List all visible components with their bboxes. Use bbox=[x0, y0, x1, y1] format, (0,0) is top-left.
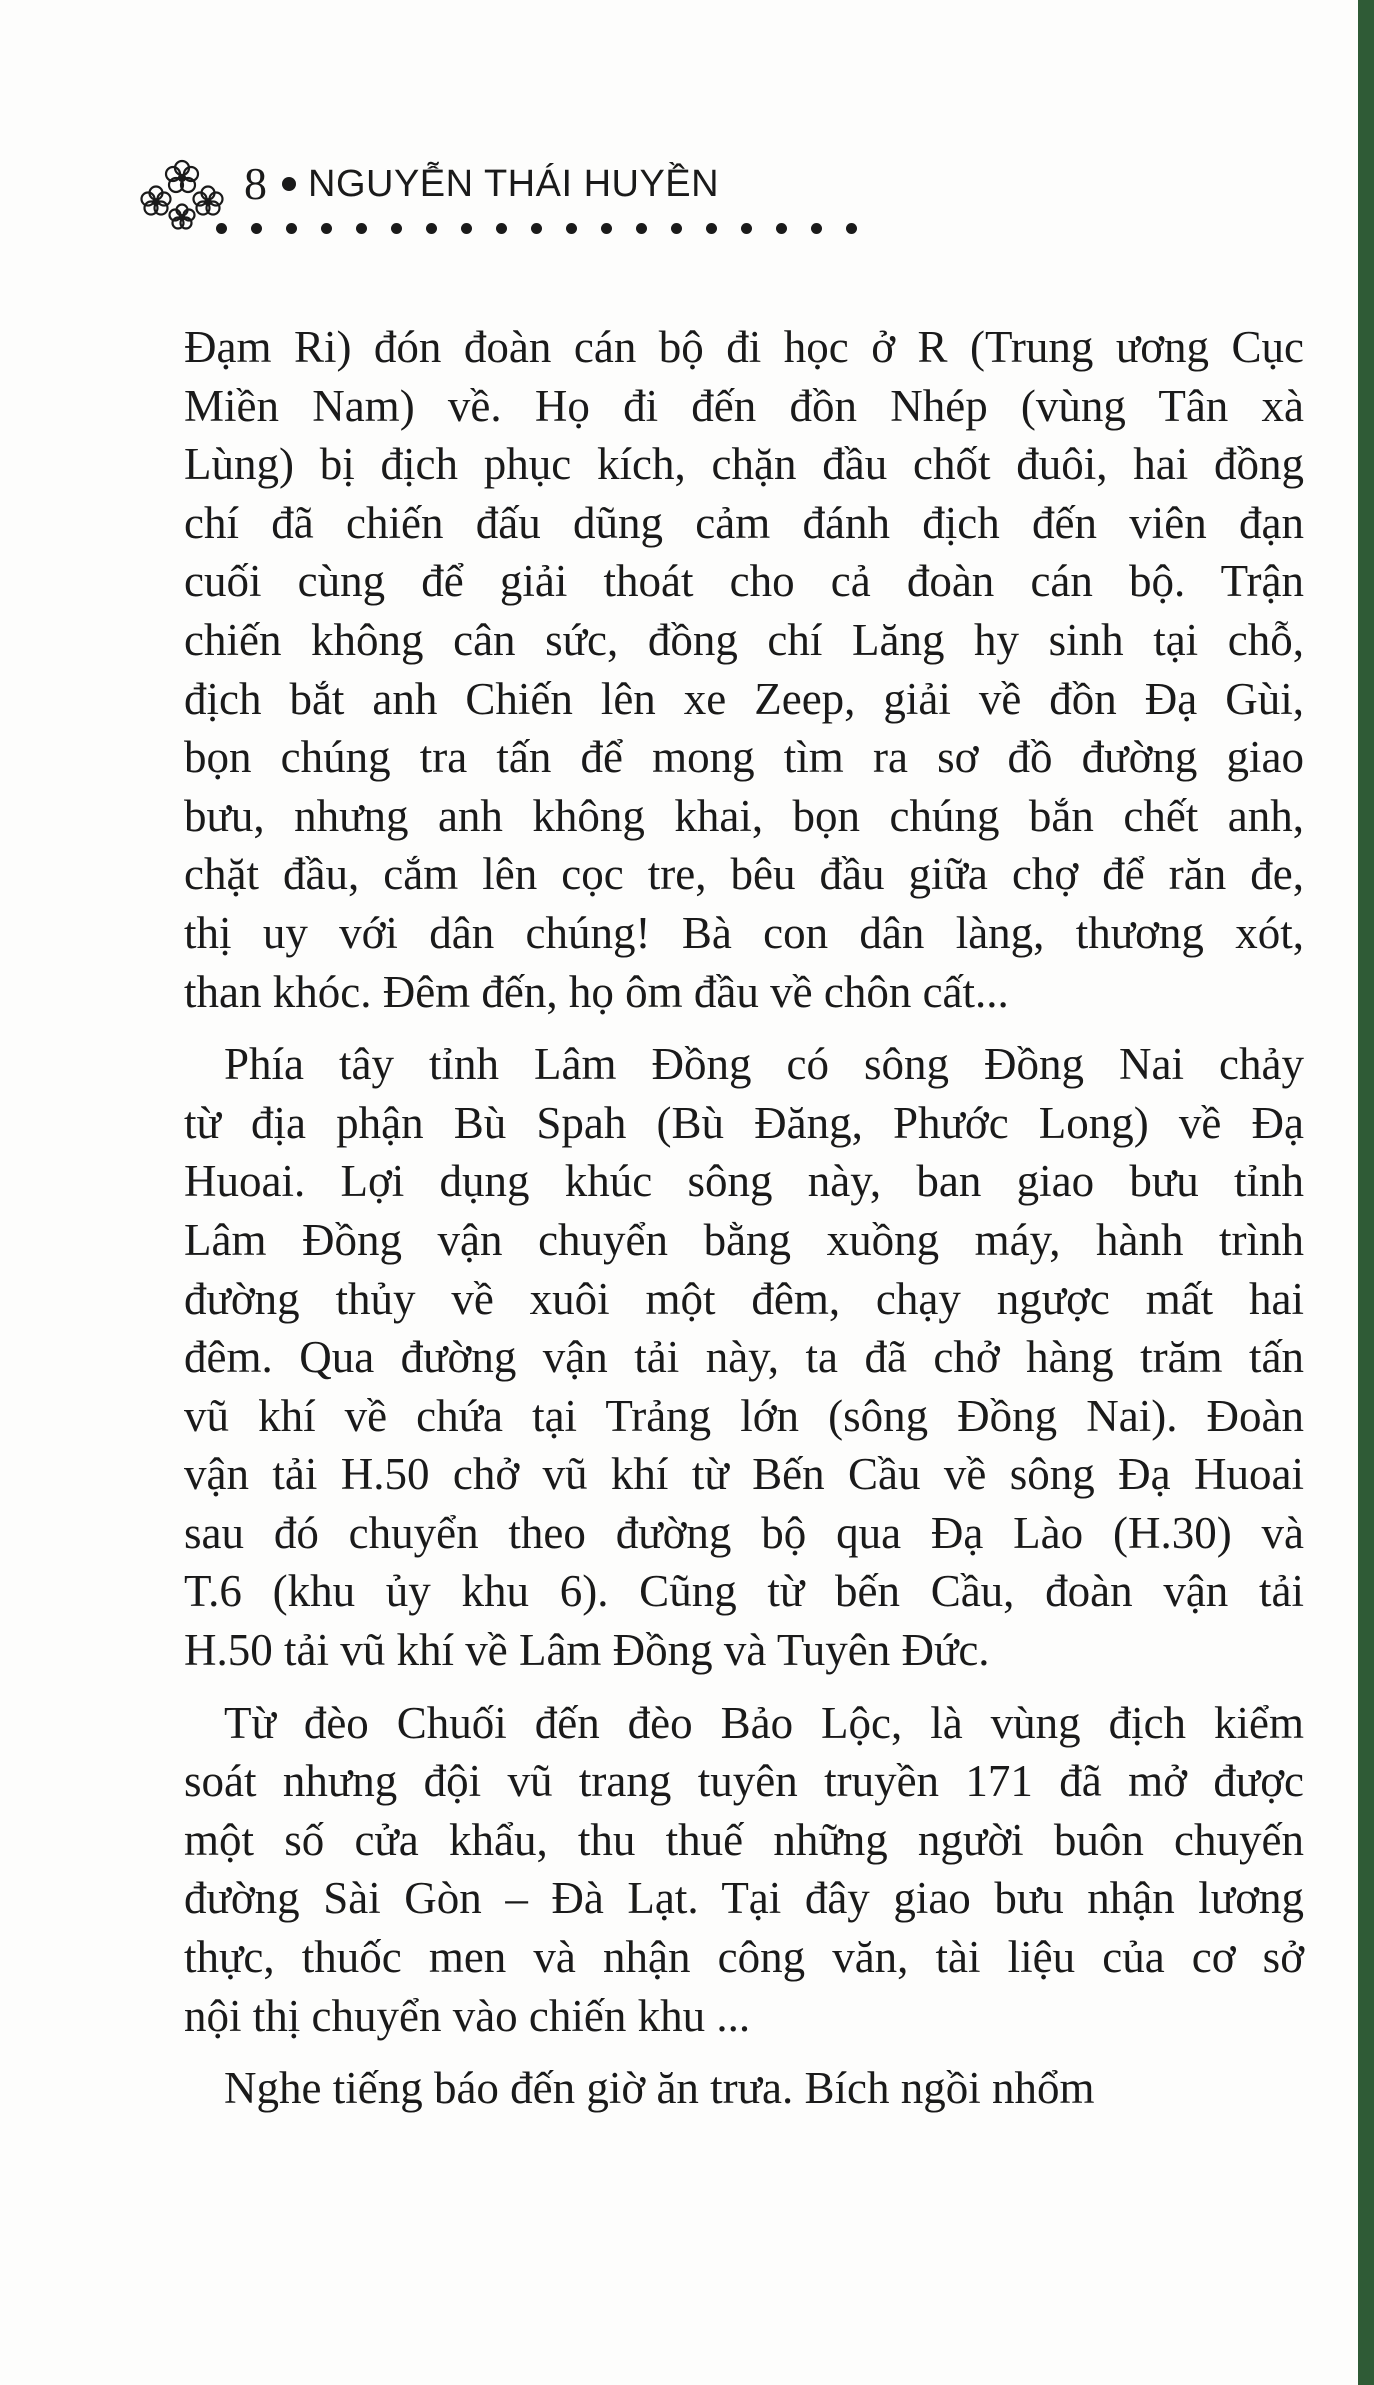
text-line: thực, thuốc men và nhận công văn, tài liệu của cơ sở bbox=[184, 1932, 1304, 1983]
paragraph bbox=[184, 1694, 1304, 2046]
rule-dot bbox=[636, 223, 647, 234]
rule-dot bbox=[566, 223, 577, 234]
text-line: từ địa phận Bù Spah (Bù Đăng, Phước Long) về Đạ bbox=[184, 1097, 1304, 1148]
text-line: Lâm Đồng vận chuyển bằng xuồng máy, hành trình bbox=[184, 1214, 1304, 1265]
text-line: bưu, nhưng anh không khai, bọn chúng bắn chết anh, bbox=[184, 790, 1304, 841]
text-line: nội thị chuyển vào chiến khu ... bbox=[184, 1990, 751, 2041]
text-line: H.50 tải vũ khí về Lâm Đồng và Tuyên Đức. bbox=[184, 1625, 990, 1676]
text-line: Phía tây tỉnh Lâm Đồng có sông Đồng Nai chảy bbox=[224, 1039, 1304, 1090]
text-line: Lùng) bị địch phục kích, chặn đầu chốt đuôi, hai đồng bbox=[184, 439, 1304, 490]
paragraph bbox=[184, 318, 1304, 1021]
rule-dot bbox=[671, 223, 682, 234]
rule-dot bbox=[741, 223, 752, 234]
text-line: soát nhưng đội vũ trang tuyên truyền 171 đã mở được bbox=[184, 1756, 1304, 1807]
text-line: Huoai. Lợi dụng khúc sông này, ban giao bưu tỉnh bbox=[184, 1156, 1304, 1207]
text-line: một số cửa khẩu, thu thuế những người buôn chuyến bbox=[184, 1814, 1304, 1865]
paragraph bbox=[184, 2059, 1304, 2118]
paragraph bbox=[184, 1035, 1304, 1680]
text-line: chiến không cân sức, đồng chí Lăng hy sinh tại chỗ, bbox=[184, 614, 1304, 665]
rule-dot bbox=[321, 223, 332, 234]
rule-dot bbox=[846, 223, 857, 234]
rule-dot bbox=[356, 223, 367, 234]
text-line: Đạm Ri) đón đoàn cán bộ đi học ở R (Trung ương Cục bbox=[184, 322, 1304, 372]
rule-dot bbox=[216, 223, 227, 234]
header-bullet bbox=[282, 177, 296, 191]
paragraph-gap bbox=[184, 1680, 1304, 1694]
page-edge-strip bbox=[1358, 0, 1374, 2385]
rule-dot bbox=[811, 223, 822, 234]
text-line: địch bắt anh Chiến lên xe Zeep, giải về đồn Đạ Gùi, bbox=[184, 673, 1304, 724]
text-line: vận tải H.50 chở vũ khí từ Bến Cầu về sông Đạ Huoai bbox=[184, 1449, 1304, 1500]
author-name: NGUYỄN THÁI HUYỀN bbox=[308, 163, 720, 205]
text-line: đêm. Qua đường vận tải này, ta đã chở hàng trăm tấn bbox=[184, 1332, 1304, 1383]
text-line: than khóc. Đêm đến, họ ôm đầu về chôn cất... bbox=[184, 966, 1009, 1017]
dotted-rule bbox=[216, 223, 896, 237]
page-number: 8 bbox=[244, 158, 267, 209]
body-text bbox=[184, 318, 1304, 2118]
paragraph-gap bbox=[184, 2045, 1304, 2059]
text-line: Nghe tiếng báo đến giờ ăn trưa. Bích ngồi nhổm bbox=[224, 2063, 1095, 2114]
text-line: đường Sài Gòn – Đà Lạt. Tại đây giao bưu nhận lương bbox=[184, 1873, 1304, 1924]
text-line: chí đã chiến đấu dũng cảm đánh địch đến viên đạn bbox=[184, 497, 1304, 548]
rule-dot bbox=[531, 223, 542, 234]
rule-dot bbox=[286, 223, 297, 234]
text-line: chặt đầu, cắm lên cọc tre, bêu đầu giữa chợ để răn đe, bbox=[184, 849, 1304, 900]
running-header bbox=[134, 155, 834, 245]
text-line: Từ đèo Chuối đến đèo Bảo Lộc, là vùng địch kiểm bbox=[224, 1697, 1304, 1748]
rule-dot bbox=[391, 223, 402, 234]
rule-dot bbox=[461, 223, 472, 234]
rule-dot bbox=[426, 223, 437, 234]
text-line: sau đó chuyển theo đường bộ qua Đạ Lào (H.30) và bbox=[184, 1507, 1304, 1558]
rule-dot bbox=[601, 223, 612, 234]
rule-dot bbox=[776, 223, 787, 234]
text-line: T.6 (khu ủy khu 6). Cũng từ bến Cầu, đoàn vận tải bbox=[184, 1566, 1304, 1617]
text-line: Miền Nam) về. Họ đi đến đồn Nhép (vùng Tân xà bbox=[184, 380, 1304, 431]
paragraph-gap bbox=[184, 1021, 1304, 1035]
text-line: vũ khí về chứa tại Trảng lớn (sông Đồng Nai). Đoàn bbox=[184, 1390, 1304, 1441]
text-line: thị uy với dân chúng! Bà con dân làng, thương xót, bbox=[184, 907, 1304, 958]
rule-dot bbox=[706, 223, 717, 234]
rule-dot bbox=[496, 223, 507, 234]
text-line: cuối cùng để giải thoát cho cả đoàn cán bộ. Trận bbox=[184, 556, 1304, 607]
rule-dot bbox=[251, 223, 262, 234]
text-line: bọn chúng tra tấn để mong tìm ra sơ đồ đường giao bbox=[184, 732, 1304, 783]
text-line: đường thủy về xuôi một đêm, chạy ngược mất hai bbox=[184, 1273, 1304, 1324]
